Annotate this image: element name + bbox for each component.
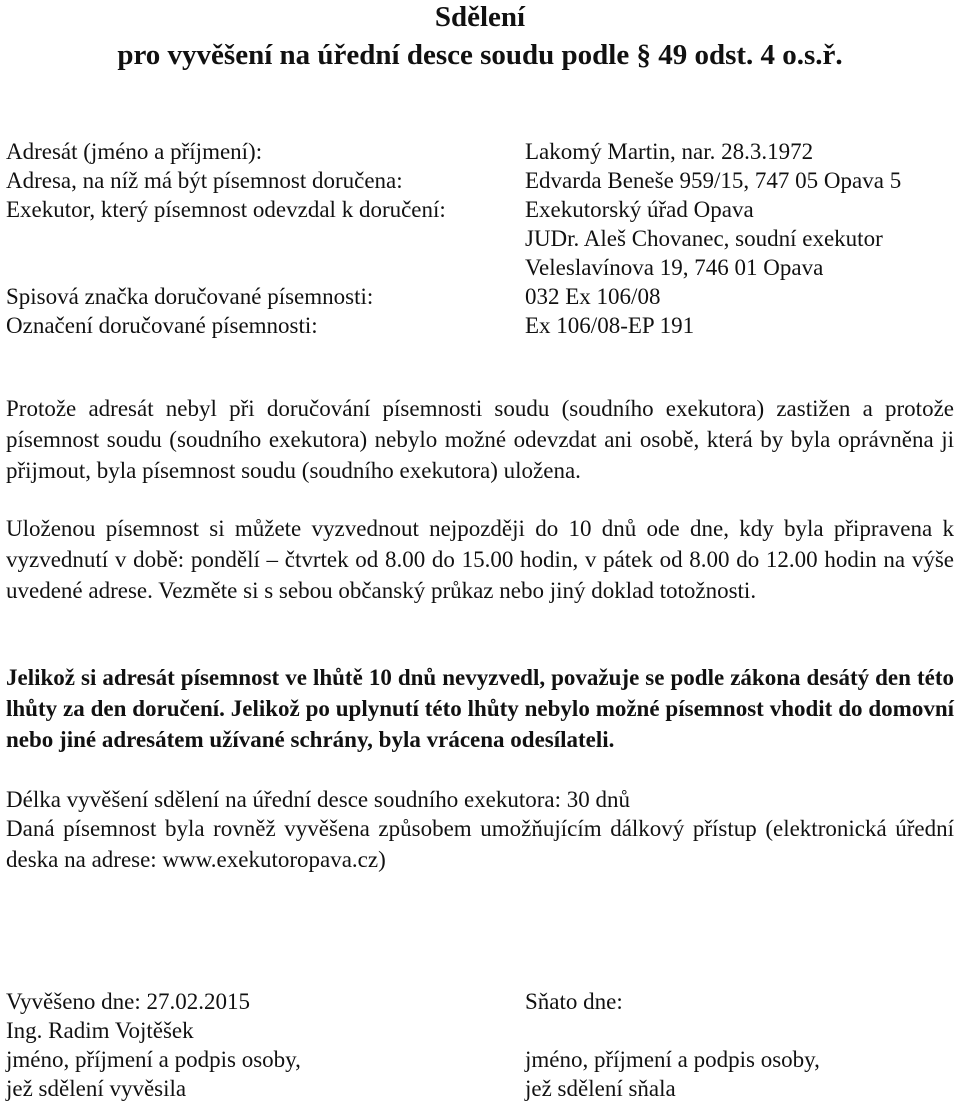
posted-date: Vyvěšeno dne: 27.02.2015 xyxy=(6,989,251,1014)
file-number-value: 032 Ex 106/08 xyxy=(525,284,661,309)
removed-date: Sňato dne: xyxy=(525,989,623,1014)
delivery-address-label: Adresa, na níž má být písemnost doručena: xyxy=(6,168,403,193)
executor-office-value: Exekutorský úřad Opava xyxy=(525,197,754,222)
executor-address-value: Veleslavínova 19, 746 01 Opava xyxy=(525,255,824,280)
paragraph-not-found: Protože adresát nebyl při doručování písemnosti soudu (soudního exekutora) zastižen a protože písemnost soudu (soudního exekutora) nebylo možné odevzdat ani osobě, která by byla oprávněna ji přijmout, byla písemnost soudu (soudního exekutora) uložena. xyxy=(6,396,954,483)
posting-duration: Délka vyvěšení sdělení na úřední desce soudního exekutora: 30 dnů xyxy=(6,787,631,812)
document-designation-value: Ex 106/08-EP 191 xyxy=(525,313,695,338)
posting-caption-line1: jméno, příjmení a podpis osoby, xyxy=(6,1047,301,1072)
recipient-name-value: Lakomý Martin, nar. 28.3.1972 xyxy=(525,139,814,164)
paragraph-pickup-instructions: Uloženou písemnost si můžete vyzvednout nejpozději do 10 dnů ode dne, kdy byla připravena k vyzvednutí v době: pondělí – čtvrtek od 8.00 do 15.00 hodin, v pátek od 8.00 do 12.00 hodin na výše uvedené adrese. Vezměte si s sebou občanský průkaz nebo jiný doklad totožnosti. xyxy=(6,516,954,603)
posting-caption-line2: jež sdělení vyvěsila xyxy=(6,1076,187,1101)
executor-label: Exekutor, který písemnost odevzdal k doručení: xyxy=(6,197,446,222)
removal-caption-line2: jež sdělení sňala xyxy=(525,1076,676,1101)
file-number-label: Spisová značka doručované písemnosti: xyxy=(6,284,374,309)
document-designation-label: Označení doručované písemnosti: xyxy=(6,313,318,338)
document-title: Sdělení xyxy=(434,1,526,33)
recipient-name-label: Adresát (jméno a příjmení): xyxy=(6,139,263,164)
electronic-notice-board: Daná písemnost byla rovněž vyvěšena způsobem umožňujícím dálkový přístup (elektronická úřední deska na adrese: www.exekutoropava.cz) xyxy=(6,816,954,872)
removal-caption-line1: jméno, příjmení a podpis osoby, xyxy=(525,1047,820,1072)
document-subtitle: pro vyvěšení na úřední desce soudu podle § 49 odst. 4 o.s.ř. xyxy=(117,39,843,71)
paragraph-delivery-fiction: Jelikož si adresát písemnost ve lhůtě 10 dnů nevyzvedl, považuje se podle zákona desátý den této lhůty za den doručení. Jelikož po uplynutí této lhůty nebylo možné písemnost vhodit do domovní nebo jiné adresátem užívané schrány, byla vrácena odesílateli. xyxy=(6,665,954,752)
executor-name-value: JUDr. Aleš Chovanec, soudní exekutor xyxy=(525,226,883,251)
delivery-address-value: Edvarda Beneše 959/15, 747 05 Opava 5 xyxy=(525,168,902,193)
posting-person-name: Ing. Radim Vojtěšek xyxy=(6,1018,194,1043)
